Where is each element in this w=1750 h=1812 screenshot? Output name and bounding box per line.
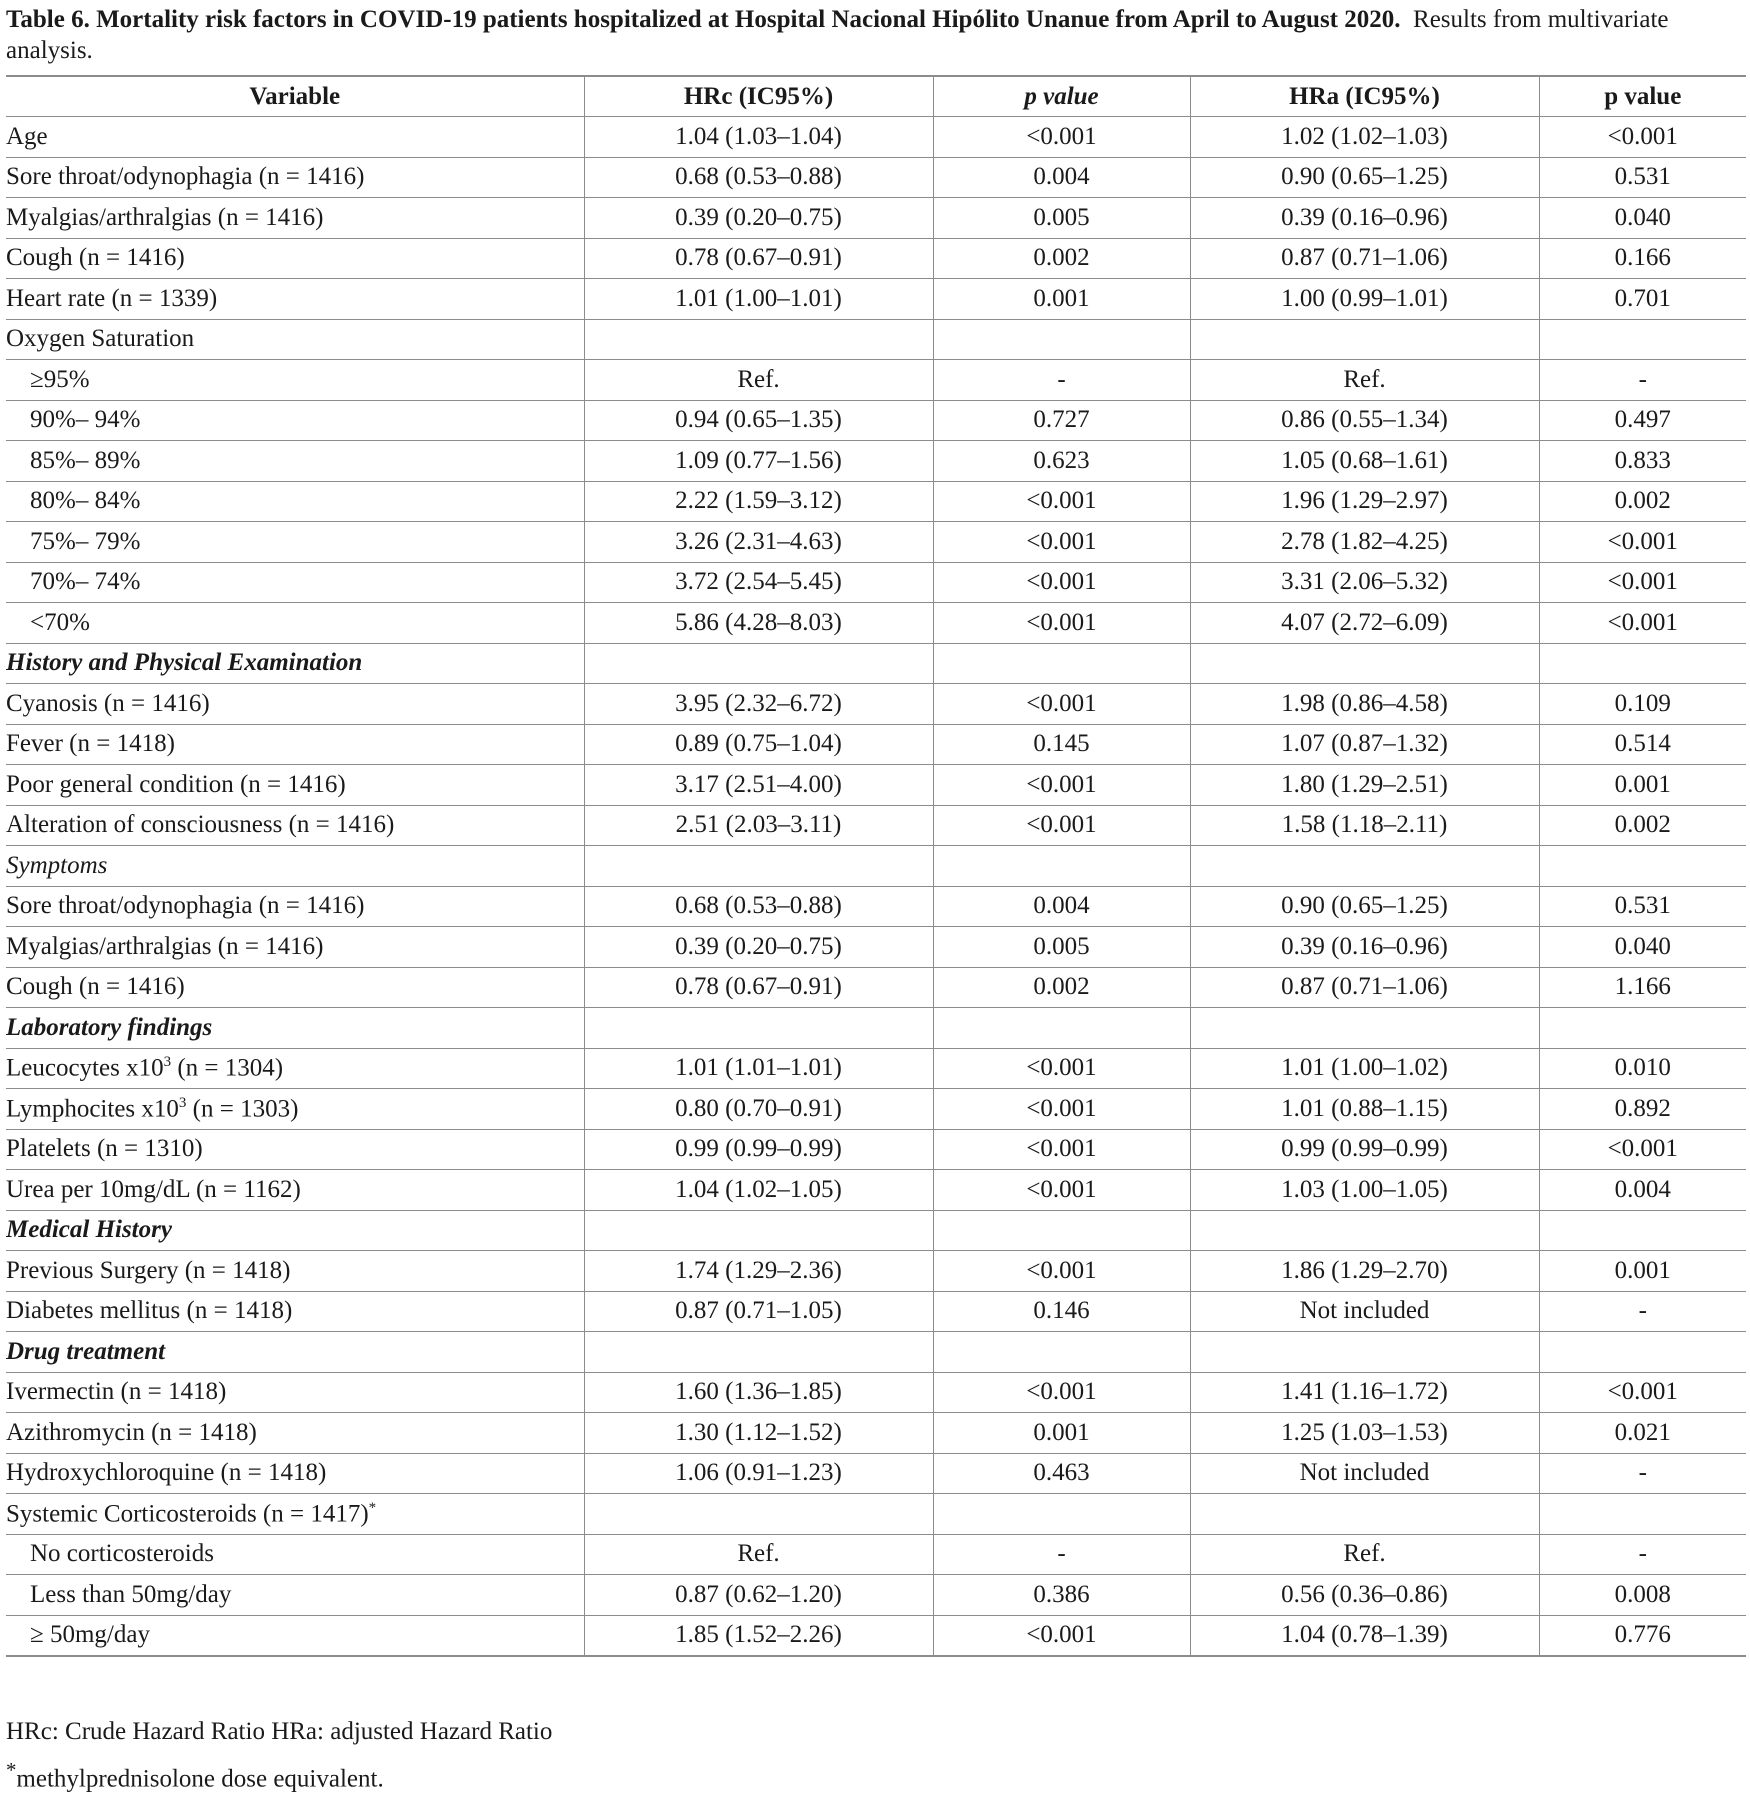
p-value-crude-cell bbox=[933, 846, 1190, 887]
p-value-adjusted-cell bbox=[1539, 1494, 1746, 1535]
table-row bbox=[6, 238, 1746, 279]
variable-suffix: (n = 1304) bbox=[171, 1054, 284, 1082]
p-value-adjusted-cell: <0.001 bbox=[1539, 522, 1746, 563]
hrc-cell: 0.89 (0.75–1.04) bbox=[584, 724, 933, 765]
hra-cell: 0.99 (0.99–0.99) bbox=[1190, 1129, 1539, 1170]
variable-label: 85%– 89% bbox=[30, 446, 141, 474]
hra-cell: 1.98 (0.86–4.58) bbox=[1190, 684, 1539, 725]
table-row bbox=[6, 1129, 1746, 1170]
variable-cell bbox=[6, 765, 584, 806]
variable-label: 70%– 74% bbox=[30, 568, 141, 596]
hra-cell: 1.41 (1.16–1.72) bbox=[1190, 1372, 1539, 1413]
table-body bbox=[6, 117, 1746, 1656]
hrc-cell bbox=[584, 319, 933, 360]
p-value-crude-cell: 0.005 bbox=[933, 927, 1190, 968]
variable-cell bbox=[6, 198, 584, 239]
p-value-adjusted-cell: - bbox=[1539, 1453, 1746, 1494]
variable-label: Less than 50mg/day bbox=[30, 1580, 232, 1608]
variable-label: Ivermectin (n = 1418) bbox=[6, 1378, 227, 1406]
variable-label: Laboratory findings bbox=[6, 1013, 213, 1041]
p-value-crude-cell: <0.001 bbox=[933, 1372, 1190, 1413]
hrc-cell: 0.39 (0.20–0.75) bbox=[584, 198, 933, 239]
section-header-row bbox=[6, 1210, 1746, 1251]
hra-cell: 0.39 (0.16–0.96) bbox=[1190, 198, 1539, 239]
p-value-adjusted-cell: 0.514 bbox=[1539, 724, 1746, 765]
header-hrc: HRc (IC95%) bbox=[584, 76, 933, 117]
hra-cell: Not included bbox=[1190, 1291, 1539, 1332]
hrc-cell: 1.06 (0.91–1.23) bbox=[584, 1453, 933, 1494]
variable-cell bbox=[6, 157, 584, 198]
table-caption bbox=[6, 4, 1744, 66]
p-value-adjusted-cell: 0.040 bbox=[1539, 927, 1746, 968]
table-row bbox=[6, 198, 1746, 239]
variable-cell bbox=[6, 927, 584, 968]
hrc-cell: 1.74 (1.29–2.36) bbox=[584, 1251, 933, 1292]
hra-cell: 1.80 (1.29–2.51) bbox=[1190, 765, 1539, 806]
hrc-cell bbox=[584, 846, 933, 887]
p-value-crude-cell: 0.146 bbox=[933, 1291, 1190, 1332]
variable-label: Sore throat/odynophagia (n = 1416) bbox=[6, 892, 365, 920]
footnote-asterisk bbox=[6, 1751, 1744, 1798]
variable-cell bbox=[6, 1048, 584, 1089]
table-row bbox=[6, 1291, 1746, 1332]
hra-cell: 1.01 (0.88–1.15) bbox=[1190, 1089, 1539, 1130]
table-footnotes bbox=[6, 1712, 1744, 1798]
hra-cell: 0.56 (0.36–0.86) bbox=[1190, 1575, 1539, 1616]
p-value-adjusted-cell: 0.833 bbox=[1539, 441, 1746, 482]
table-title: Table 6. Mortality risk factors in COVID-19 patients hospitalized at Hospital Nacional Hipólito Unanue from April to August 2020. bbox=[6, 6, 1401, 33]
hrc-cell bbox=[584, 1332, 933, 1373]
variable-cell bbox=[6, 562, 584, 603]
p-value-adjusted-cell: 0.166 bbox=[1539, 238, 1746, 279]
p-value-crude-cell: <0.001 bbox=[933, 1170, 1190, 1211]
hra-cell: 0.90 (0.65–1.25) bbox=[1190, 157, 1539, 198]
p-value-crude-cell: 0.001 bbox=[933, 1413, 1190, 1454]
p-value-adjusted-cell: - bbox=[1539, 360, 1746, 401]
p-value-adjusted-cell bbox=[1539, 1008, 1746, 1049]
variable-label: Leucocytes x10 bbox=[6, 1054, 164, 1082]
hra-cell bbox=[1190, 1008, 1539, 1049]
hrc-cell: 0.68 (0.53–0.88) bbox=[584, 157, 933, 198]
p-value-adjusted-cell: 0.010 bbox=[1539, 1048, 1746, 1089]
p-value-crude-cell bbox=[933, 1210, 1190, 1251]
p-value-crude-cell bbox=[933, 319, 1190, 360]
variable-cell bbox=[6, 522, 584, 563]
p-value-crude-cell: <0.001 bbox=[933, 805, 1190, 846]
variable-label: Urea per 10mg/dL (n = 1162) bbox=[6, 1175, 301, 1203]
p-value-crude-cell: <0.001 bbox=[933, 1251, 1190, 1292]
p-value-adjusted-cell bbox=[1539, 1332, 1746, 1373]
variable-label: Myalgias/arthralgias (n = 1416) bbox=[6, 203, 324, 231]
variable-cell bbox=[6, 1291, 584, 1332]
p-value-crude-cell: <0.001 bbox=[933, 1048, 1190, 1089]
variable-label: No corticosteroids bbox=[30, 1540, 214, 1568]
variable-cell bbox=[6, 1089, 584, 1130]
variable-cell bbox=[6, 1615, 584, 1656]
p-value-adjusted-cell bbox=[1539, 643, 1746, 684]
variable-cell bbox=[6, 1372, 584, 1413]
p-value-adjusted-cell: 0.776 bbox=[1539, 1615, 1746, 1656]
variable-cell bbox=[6, 1534, 584, 1575]
p-value-crude-cell bbox=[933, 1332, 1190, 1373]
table-row bbox=[6, 1453, 1746, 1494]
section-header-row bbox=[6, 643, 1746, 684]
p-value-crude-cell: 0.001 bbox=[933, 279, 1190, 320]
hrc-cell bbox=[584, 1494, 933, 1535]
hra-cell: 1.02 (1.02–1.03) bbox=[1190, 117, 1539, 158]
p-value-adjusted-cell: <0.001 bbox=[1539, 562, 1746, 603]
hrc-cell bbox=[584, 643, 933, 684]
p-value-crude-cell: <0.001 bbox=[933, 522, 1190, 563]
table-row bbox=[6, 1251, 1746, 1292]
hra-cell bbox=[1190, 643, 1539, 684]
hra-cell: 1.04 (0.78–1.39) bbox=[1190, 1615, 1539, 1656]
variable-label: Previous Surgery (n = 1418) bbox=[6, 1256, 291, 1284]
table-row bbox=[6, 279, 1746, 320]
p-value-crude-cell: - bbox=[933, 360, 1190, 401]
hra-cell: 1.03 (1.00–1.05) bbox=[1190, 1170, 1539, 1211]
variable-label: Lymphocites x10 bbox=[6, 1094, 179, 1122]
variable-label: Fever (n = 1418) bbox=[6, 730, 175, 758]
variable-label: Cough (n = 1416) bbox=[6, 973, 185, 1001]
variable-label: Hydroxychloroquine (n = 1418) bbox=[6, 1459, 327, 1487]
p-value-adjusted-cell: <0.001 bbox=[1539, 603, 1746, 644]
hra-cell: 0.39 (0.16–0.96) bbox=[1190, 927, 1539, 968]
variable-cell bbox=[6, 117, 584, 158]
p-value-adjusted-cell bbox=[1539, 846, 1746, 887]
variable-cell bbox=[6, 319, 584, 360]
variable-cell bbox=[6, 846, 584, 887]
header-variable: Variable bbox=[6, 76, 584, 117]
table-row bbox=[6, 967, 1746, 1008]
p-value-crude-cell: <0.001 bbox=[933, 1129, 1190, 1170]
hrc-cell: 3.26 (2.31–4.63) bbox=[584, 522, 933, 563]
section-header-row bbox=[6, 1332, 1746, 1373]
p-value-crude-cell: <0.001 bbox=[933, 1615, 1190, 1656]
hra-cell: Not included bbox=[1190, 1453, 1539, 1494]
header-p-value-adjusted: p value bbox=[1539, 76, 1746, 117]
footnote-asterisk-text: methylprednisolone dose equivalent. bbox=[16, 1765, 384, 1793]
p-value-adjusted-cell: - bbox=[1539, 1534, 1746, 1575]
hrc-cell: 0.87 (0.71–1.05) bbox=[584, 1291, 933, 1332]
p-value-crude-cell: <0.001 bbox=[933, 562, 1190, 603]
variable-cell bbox=[6, 1575, 584, 1616]
hrc-cell: 3.95 (2.32–6.72) bbox=[584, 684, 933, 725]
variable-label: 90%– 94% bbox=[30, 406, 141, 434]
variable-cell bbox=[6, 967, 584, 1008]
p-value-crude-cell: <0.001 bbox=[933, 603, 1190, 644]
p-value-adjusted-cell: <0.001 bbox=[1539, 117, 1746, 158]
hrc-cell: 1.04 (1.02–1.05) bbox=[584, 1170, 933, 1211]
variable-cell bbox=[6, 1332, 584, 1373]
variable-cell bbox=[6, 1453, 584, 1494]
variable-superscript: 3 bbox=[163, 1054, 172, 1071]
hra-cell: 1.00 (0.99–1.01) bbox=[1190, 279, 1539, 320]
p-value-adjusted-cell: <0.001 bbox=[1539, 1129, 1746, 1170]
p-value-adjusted-cell bbox=[1539, 319, 1746, 360]
p-value-adjusted-cell: 0.892 bbox=[1539, 1089, 1746, 1130]
hra-cell bbox=[1190, 319, 1539, 360]
hra-cell: 0.87 (0.71–1.06) bbox=[1190, 238, 1539, 279]
table-row bbox=[6, 1615, 1746, 1656]
hra-cell: 2.78 (1.82–4.25) bbox=[1190, 522, 1539, 563]
hra-cell: 1.58 (1.18–2.11) bbox=[1190, 805, 1539, 846]
hrc-cell bbox=[584, 1210, 933, 1251]
table-row bbox=[6, 886, 1746, 927]
hrc-cell: 1.01 (1.01–1.01) bbox=[584, 1048, 933, 1089]
table-row bbox=[6, 1413, 1746, 1454]
hrc-cell bbox=[584, 1008, 933, 1049]
footnote-abbreviations: HRc: Crude Hazard Ratio HRa: adjusted Hazard Ratio bbox=[6, 1718, 553, 1745]
table-header-row bbox=[6, 76, 1746, 117]
variable-cell bbox=[6, 603, 584, 644]
variable-cell bbox=[6, 643, 584, 684]
hra-cell: 1.07 (0.87–1.32) bbox=[1190, 724, 1539, 765]
variable-cell bbox=[6, 1008, 584, 1049]
variable-label: Cough (n = 1416) bbox=[6, 244, 185, 272]
hrc-cell: 1.01 (1.00–1.01) bbox=[584, 279, 933, 320]
variable-label: Diabetes mellitus (n = 1418) bbox=[6, 1297, 293, 1325]
variable-cell bbox=[6, 684, 584, 725]
section-header-row bbox=[6, 846, 1746, 887]
variable-label: Symptoms bbox=[6, 851, 108, 879]
table-row bbox=[6, 360, 1746, 401]
hra-cell: 1.96 (1.29–2.97) bbox=[1190, 481, 1539, 522]
hrc-cell: 0.80 (0.70–0.91) bbox=[584, 1089, 933, 1130]
table-row bbox=[6, 441, 1746, 482]
hrc-cell: 0.94 (0.65–1.35) bbox=[584, 400, 933, 441]
hrc-cell: 3.17 (2.51–4.00) bbox=[584, 765, 933, 806]
hra-cell: 0.86 (0.55–1.34) bbox=[1190, 400, 1539, 441]
p-value-adjusted-cell bbox=[1539, 1210, 1746, 1251]
variable-label: Drug treatment bbox=[6, 1337, 166, 1365]
p-value-adjusted-cell: 0.109 bbox=[1539, 684, 1746, 725]
variable-label: 80%– 84% bbox=[30, 487, 141, 515]
variable-label: Myalgias/arthralgias (n = 1416) bbox=[6, 932, 324, 960]
variable-cell bbox=[6, 279, 584, 320]
p-value-adjusted-cell: 0.497 bbox=[1539, 400, 1746, 441]
hrc-cell: 0.39 (0.20–0.75) bbox=[584, 927, 933, 968]
variable-cell bbox=[6, 805, 584, 846]
table-row bbox=[6, 1089, 1746, 1130]
hrc-cell: Ref. bbox=[584, 360, 933, 401]
table-row bbox=[6, 684, 1746, 725]
p-value-crude-cell: 0.623 bbox=[933, 441, 1190, 482]
table-row bbox=[6, 927, 1746, 968]
variable-cell bbox=[6, 1251, 584, 1292]
table-row bbox=[6, 603, 1746, 644]
hrc-cell: 5.86 (4.28–8.03) bbox=[584, 603, 933, 644]
variable-superscript: 3 bbox=[178, 1094, 187, 1111]
variable-label: 75%– 79% bbox=[30, 527, 141, 555]
variable-label: Poor general condition (n = 1416) bbox=[6, 770, 346, 798]
table-row bbox=[6, 117, 1746, 158]
p-value-crude-cell: 0.463 bbox=[933, 1453, 1190, 1494]
hra-cell: 0.90 (0.65–1.25) bbox=[1190, 886, 1539, 927]
table-row bbox=[6, 157, 1746, 198]
hrc-cell: 2.22 (1.59–3.12) bbox=[584, 481, 933, 522]
hra-cell: 1.86 (1.29–2.70) bbox=[1190, 1251, 1539, 1292]
hrc-cell: 0.68 (0.53–0.88) bbox=[584, 886, 933, 927]
variable-cell bbox=[6, 1170, 584, 1211]
variable-label: Sore throat/odynophagia (n = 1416) bbox=[6, 163, 365, 191]
hrc-cell: 1.85 (1.52–2.26) bbox=[584, 1615, 933, 1656]
variable-suffix: (n = 1303) bbox=[186, 1094, 299, 1122]
p-value-crude-cell: 0.004 bbox=[933, 157, 1190, 198]
variable-label: ≥95% bbox=[30, 365, 90, 393]
table-row bbox=[6, 724, 1746, 765]
table-subtitle: Results from multivariate analysis. bbox=[6, 6, 1669, 64]
hra-cell: 4.07 (2.72–6.09) bbox=[1190, 603, 1539, 644]
table-row bbox=[6, 481, 1746, 522]
variable-superscript: * bbox=[368, 1499, 377, 1516]
hra-cell: 1.05 (0.68–1.61) bbox=[1190, 441, 1539, 482]
variable-cell bbox=[6, 441, 584, 482]
table-row bbox=[6, 319, 1746, 360]
p-value-crude-cell: 0.005 bbox=[933, 198, 1190, 239]
p-value-crude-cell: 0.004 bbox=[933, 886, 1190, 927]
table-row bbox=[6, 400, 1746, 441]
hrc-cell: 1.60 (1.36–1.85) bbox=[584, 1372, 933, 1413]
table-row bbox=[6, 522, 1746, 563]
p-value-crude-cell: 0.002 bbox=[933, 238, 1190, 279]
variable-cell bbox=[6, 886, 584, 927]
p-value-crude-cell: 0.002 bbox=[933, 967, 1190, 1008]
variable-cell bbox=[6, 1413, 584, 1454]
variable-cell bbox=[6, 400, 584, 441]
p-value-crude-cell: 0.386 bbox=[933, 1575, 1190, 1616]
variable-label: Cyanosis (n = 1416) bbox=[6, 689, 210, 717]
p-value-adjusted-cell: 0.001 bbox=[1539, 765, 1746, 806]
header-hra: HRa (IC95%) bbox=[1190, 76, 1539, 117]
hrc-cell: 1.09 (0.77–1.56) bbox=[584, 441, 933, 482]
table-row bbox=[6, 562, 1746, 603]
p-value-adjusted-cell: 0.040 bbox=[1539, 198, 1746, 239]
variable-cell bbox=[6, 1494, 584, 1535]
p-value-crude-cell bbox=[933, 1494, 1190, 1535]
table-row bbox=[6, 1170, 1746, 1211]
p-value-adjusted-cell: 0.001 bbox=[1539, 1251, 1746, 1292]
table-row bbox=[6, 1494, 1746, 1535]
variable-label: Alteration of consciousness (n = 1416) bbox=[6, 811, 395, 839]
p-value-crude-cell: <0.001 bbox=[933, 765, 1190, 806]
p-value-adjusted-cell: 0.531 bbox=[1539, 157, 1746, 198]
variable-label: Oxygen Saturation bbox=[6, 325, 195, 353]
table-row bbox=[6, 805, 1746, 846]
variable-label: Heart rate (n = 1339) bbox=[6, 284, 218, 312]
variable-cell bbox=[6, 1210, 584, 1251]
p-value-crude-cell: <0.001 bbox=[933, 481, 1190, 522]
table-row bbox=[6, 1575, 1746, 1616]
variable-label: <70% bbox=[30, 608, 90, 636]
table-row bbox=[6, 1048, 1746, 1089]
p-value-crude-cell: <0.001 bbox=[933, 117, 1190, 158]
p-value-crude-cell bbox=[933, 643, 1190, 684]
header-p-value-crude: p value bbox=[933, 76, 1190, 117]
p-value-adjusted-cell: <0.001 bbox=[1539, 1372, 1746, 1413]
p-value-adjusted-cell: 0.008 bbox=[1539, 1575, 1746, 1616]
variable-cell bbox=[6, 360, 584, 401]
p-value-adjusted-cell: 0.004 bbox=[1539, 1170, 1746, 1211]
p-value-crude-cell bbox=[933, 1008, 1190, 1049]
hra-cell: Ref. bbox=[1190, 360, 1539, 401]
variable-label: History and Physical Examination bbox=[6, 649, 363, 677]
variable-cell bbox=[6, 238, 584, 279]
variable-cell bbox=[6, 1129, 584, 1170]
hra-cell: 1.01 (1.00–1.02) bbox=[1190, 1048, 1539, 1089]
p-value-adjusted-cell: 1.166 bbox=[1539, 967, 1746, 1008]
hrc-cell: 0.87 (0.62–1.20) bbox=[584, 1575, 933, 1616]
hra-cell: 1.25 (1.03–1.53) bbox=[1190, 1413, 1539, 1454]
table-row bbox=[6, 1534, 1746, 1575]
variable-label: Age bbox=[6, 122, 48, 150]
variable-label: Platelets (n = 1310) bbox=[6, 1135, 203, 1163]
variable-label: Systemic Corticosteroids (n = 1417) bbox=[6, 1499, 369, 1527]
footnote-asterisk-mark: * bbox=[6, 1758, 17, 1782]
p-value-adjusted-cell: 0.002 bbox=[1539, 481, 1746, 522]
hra-cell bbox=[1190, 846, 1539, 887]
table-row bbox=[6, 1372, 1746, 1413]
variable-label: Azithromycin (n = 1418) bbox=[6, 1418, 257, 1446]
hra-cell bbox=[1190, 1210, 1539, 1251]
hrc-cell: 1.30 (1.12–1.52) bbox=[584, 1413, 933, 1454]
p-value-adjusted-cell: 0.021 bbox=[1539, 1413, 1746, 1454]
hra-cell: 3.31 (2.06–5.32) bbox=[1190, 562, 1539, 603]
hrc-cell: 0.99 (0.99–0.99) bbox=[584, 1129, 933, 1170]
p-value-crude-cell: 0.727 bbox=[933, 400, 1190, 441]
variable-label: Medical History bbox=[6, 1216, 172, 1244]
table-row bbox=[6, 765, 1746, 806]
hra-cell bbox=[1190, 1332, 1539, 1373]
mortality-risk-table bbox=[6, 75, 1746, 1657]
p-value-crude-cell: 0.145 bbox=[933, 724, 1190, 765]
p-value-adjusted-cell: - bbox=[1539, 1291, 1746, 1332]
hrc-cell: 2.51 (2.03–3.11) bbox=[584, 805, 933, 846]
hra-cell: 0.87 (0.71–1.06) bbox=[1190, 967, 1539, 1008]
hrc-cell: 1.04 (1.03–1.04) bbox=[584, 117, 933, 158]
p-value-crude-cell: - bbox=[933, 1534, 1190, 1575]
variable-label: ≥ 50mg/day bbox=[30, 1621, 150, 1648]
hrc-cell: 3.72 (2.54–5.45) bbox=[584, 562, 933, 603]
section-header-row bbox=[6, 1008, 1746, 1049]
p-value-crude-cell: <0.001 bbox=[933, 1089, 1190, 1130]
p-value-adjusted-cell: 0.531 bbox=[1539, 886, 1746, 927]
hra-cell: Ref. bbox=[1190, 1534, 1539, 1575]
hrc-cell: 0.78 (0.67–0.91) bbox=[584, 238, 933, 279]
p-value-adjusted-cell: 0.701 bbox=[1539, 279, 1746, 320]
variable-cell bbox=[6, 724, 584, 765]
hra-cell bbox=[1190, 1494, 1539, 1535]
hrc-cell: Ref. bbox=[584, 1534, 933, 1575]
p-value-adjusted-cell: 0.002 bbox=[1539, 805, 1746, 846]
variable-cell bbox=[6, 481, 584, 522]
p-value-crude-cell: <0.001 bbox=[933, 684, 1190, 725]
hrc-cell: 0.78 (0.67–0.91) bbox=[584, 967, 933, 1008]
